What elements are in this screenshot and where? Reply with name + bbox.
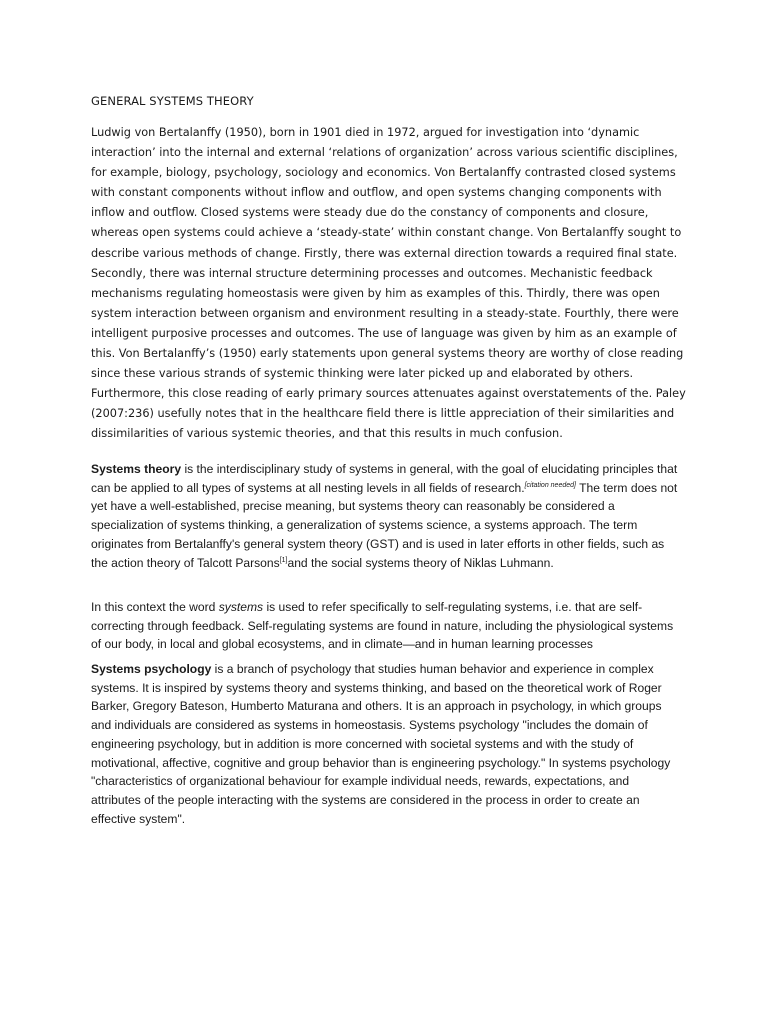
citation-needed-label: [citation needed] [524, 481, 576, 489]
paragraph-systems-context-text-a: In this context the word [91, 600, 219, 614]
paragraph-systems-theory-text-a: is the interdisciplinary study of systems in general, with the goal of elucidating principles that can be applied to all types of systems at all nesting levels in all fields of research. [91, 462, 678, 495]
paragraph-bertalanffy: Ludwig von Bertalanffy (1950), born in 1901 died in 1972, argued for investigation into ‘dynamic interaction’ into the internal and external ‘relations of organization’ across various scientific disciplines, for example, biology, psychology, sociology and economics. Von Bertalanffy contrasted closed systems with constant components without inflow and outflow, and open systems changing components with inflow and outflow. Closed systems were steady due do the constancy of components and closure, whereas open systems could achieve a ‘steady-state’ within constant change. Von Bertalanffy sought to describe various methods of change. Firstly, there was external direction towards a required final state. Secondly, there was internal structure determining processes and outcomes. Mechanistic feedback mechanisms regulating homeostasis were given by him as examples of this. Thirdly, there was open system interaction between organism and environment resulting in a steady-state. Fourthly, there were intelligent purposive processes and outcomes. The use of language was given by him as an example of this. Von Bertalanffy’s (1950) early statements upon general systems theory are worthy of close reading since these various strands of systemic thinking were later picked up and elaborated by others. Furthermore, this close reading of early primary sources attenuates against overstatements of the. Paley (2007:236) usefully notes that in the healthcare field there is little appreciation of their similarities and dissimilarities of various systemic theories, and that this results in much confusion. [91, 126, 686, 441]
paragraph-systems-psychology-text: is a branch of psychology that studies human behavior and experience in complex systems. It is inspired by systems theory and systems thinking, and based on the theoretical work of Roger Barker, Gregory Bateson, Humberto Maturana and others. It is an approach in psychology, in which groups and individuals are considered as systems in homeostasis. Systems psychology "includes the domain of engineering psychology, but in addition is more concerned with societal systems and with the study of motivational, affective, cognitive and group behavior than is engineering psychology." In systems psychology "characteristics of organizational behaviour for example individual needs, rewards, expectations, and attributes of the people interacting with the systems are considered in the process in order to create an effective system". [91, 662, 671, 826]
citation-needed-link[interactable] [525, 482, 576, 489]
paragraph-systems-context [91, 598, 681, 654]
paragraph-systems-theory-text-b: The term does not yet have a well-established, precise meaning, but systems theory can reasonably be considered a specialization of systems thinking, a generalization of systems science, a systems approach. The term originates from Bertalanffy's general system theory (GST) and is used in later efforts in other fields, such as the action theory of Talcott Parsons [91, 480, 678, 570]
paragraph-systems-psychology [91, 660, 681, 828]
paragraph-systems-theory [91, 460, 681, 572]
document-title: GENERAL SYSTEMS THEORY [91, 94, 254, 108]
paragraph-systems-context-text-b: is used to refer specifically to self-regulating systems, i.e. that are self-correcting through feedback. Self-regulating systems are found in nature, including the physiological systems of our body, in local and global ecosystems, and in climate—and in human learning processes [91, 600, 674, 652]
paragraph-systems-theory-text-c: and the social systems theory of Niklas Luhmann. [287, 555, 554, 570]
footnote-link[interactable]: [1] [279, 556, 288, 564]
term-systems-theory: Systems theory [91, 462, 182, 476]
italic-word-systems: systems [218, 600, 264, 614]
term-systems-psychology: Systems psychology [91, 662, 212, 676]
